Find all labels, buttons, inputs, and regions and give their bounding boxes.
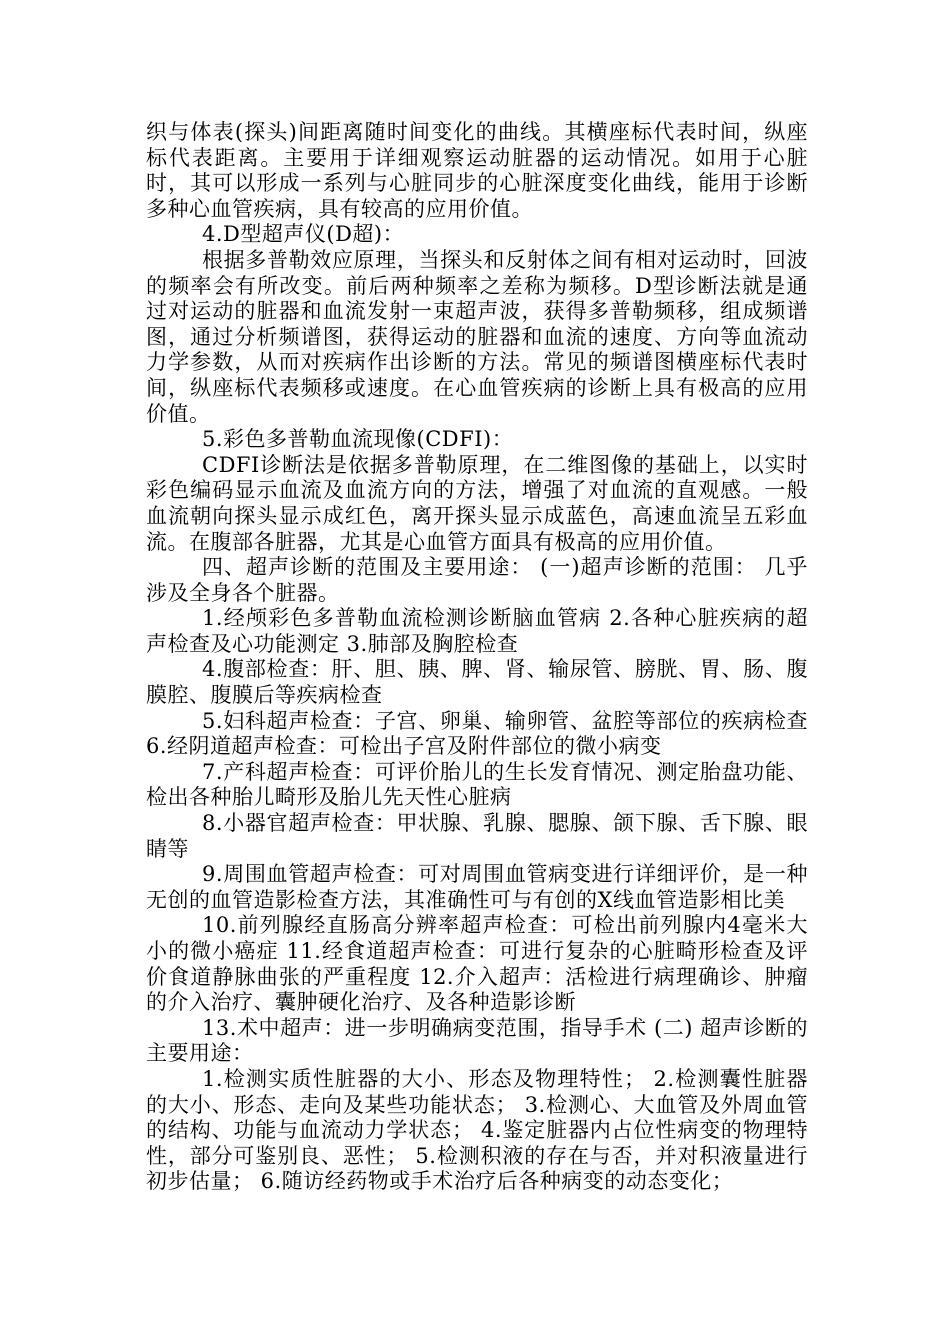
paragraph-d-type-description: 根据多普勒效应原理，当探头和反射体之间有相对运动时，回波的频率会有所改变。前后两种频率之差称为频移。D型诊断法就是通过对运动的脏器和血流发射一束超声波，获得多普勒频移，组成频谱图，通过分析频谱图，获得运动的脏器和血流的速度、方向等血流动力学参数，从而对疾病作出诊断的方法。常见的频谱图横座标代表时间，纵座标代表频移或速度。在心血管疾病的诊断上具有极高的应用价值。	[146, 247, 808, 426]
list-item-main-uses: 1.检测实质性脏器的大小、形态及物理特性； 2.检测囊性脏器的大小、形态、走向及某些功能状态； 3.检测心、大血管及外周血管的结构、功能与血流动力学状态； 4.鉴定脏器内占位性病变的物理特性，部分可鉴别良、恶性； 5.检测积液的存在与否，并对积液量进行初步估量； 6.随访经药物或手术治疗后各种病变的动态变化；	[146, 1066, 808, 1194]
paragraph-m-mode-description: 织与体表(探头)间距离随时间变化的曲线。其横座标代表时间，纵座标代表距离。主要用于详细观察运动脏器的运动情况。如用于心脏时，其可以形成一系列与心脏同步的心脏深度变化曲线，能用于诊断多种心血管疾病，具有较高的应用价值。	[146, 120, 808, 221]
list-item-scope-5-6: 5.妇科超声检查：子宫、卵巢、输卵管、盆腔等部位的疾病检查 6.经阴道超声检查：可检出子宫及附件部位的微小病变	[146, 708, 808, 759]
list-item-scope-8: 8.小器官超声检查：甲状腺、乳腺、腮腺、颌下腺、舌下腺、眼睛等	[146, 811, 808, 861]
heading-cdfi: 5.彩色多普勒血流现像(CDFI)：	[202, 427, 514, 452]
list-item-scope-13: 13.术中超声：进一步明确病变范围，指导手术 (二) 超声诊断的主要用途：	[146, 1015, 808, 1066]
list-item-scope-1-3: 1.经颅彩色多普勒血流检测诊断脑血管病 2.各种心脏疾病的超声检查及心功能测定 3.肺部及胸腔检查	[146, 606, 808, 656]
document-page	[146, 120, 808, 1195]
list-item-scope-9: 9.周围血管超声检查：可对周围血管病变进行详细评价，是一种无创的血管造影检查方法，其准确性可与有创的X线血管造影相比美	[146, 862, 808, 912]
heading-diagnosis-scope: 四、超声诊断的范围及主要用途： (一)超声诊断的范围： 几乎涉及全身各个脏器。	[146, 555, 808, 605]
paragraph-cdfi-description: CDFI诊断法是依据多普勒原理，在二维图像的基础上，以实时彩色编码显示血流及血流方向的方法，增强了对血流的直观感。一般血流朝向探头显示成红色，离开探头显示成蓝色，高速血流呈五彩血流。在腹部各脏器，尤其是心血管方面具有极高的应用价值。	[146, 452, 808, 554]
list-item-scope-7: 7.产科超声检查：可评价胎儿的生长发育情况、测定胎盘功能、检出各种胎儿畸形及胎儿先天性心脏病	[146, 759, 808, 810]
list-item-scope-10-12: 10.前列腺经直肠高分辨率超声检查：可检出前列腺内4毫米大小的微小癌症 11.经食道超声检查：可进行复杂的心脏畸形检查及评价食道静脉曲张的严重程度 12.介入超声：活检进行病理确诊、肿瘤的介入治疗、囊肿硬化治疗、及各种造影诊断	[146, 913, 808, 1015]
list-item-scope-4: 4.腹部检查：肝、胆、胰、脾、肾、输尿管、膀胱、胃、肠、腹膜腔、腹膜后等疾病检查	[146, 657, 808, 708]
heading-d-type-ultrasound: 4.D型超声仪(D超)：	[202, 222, 405, 247]
